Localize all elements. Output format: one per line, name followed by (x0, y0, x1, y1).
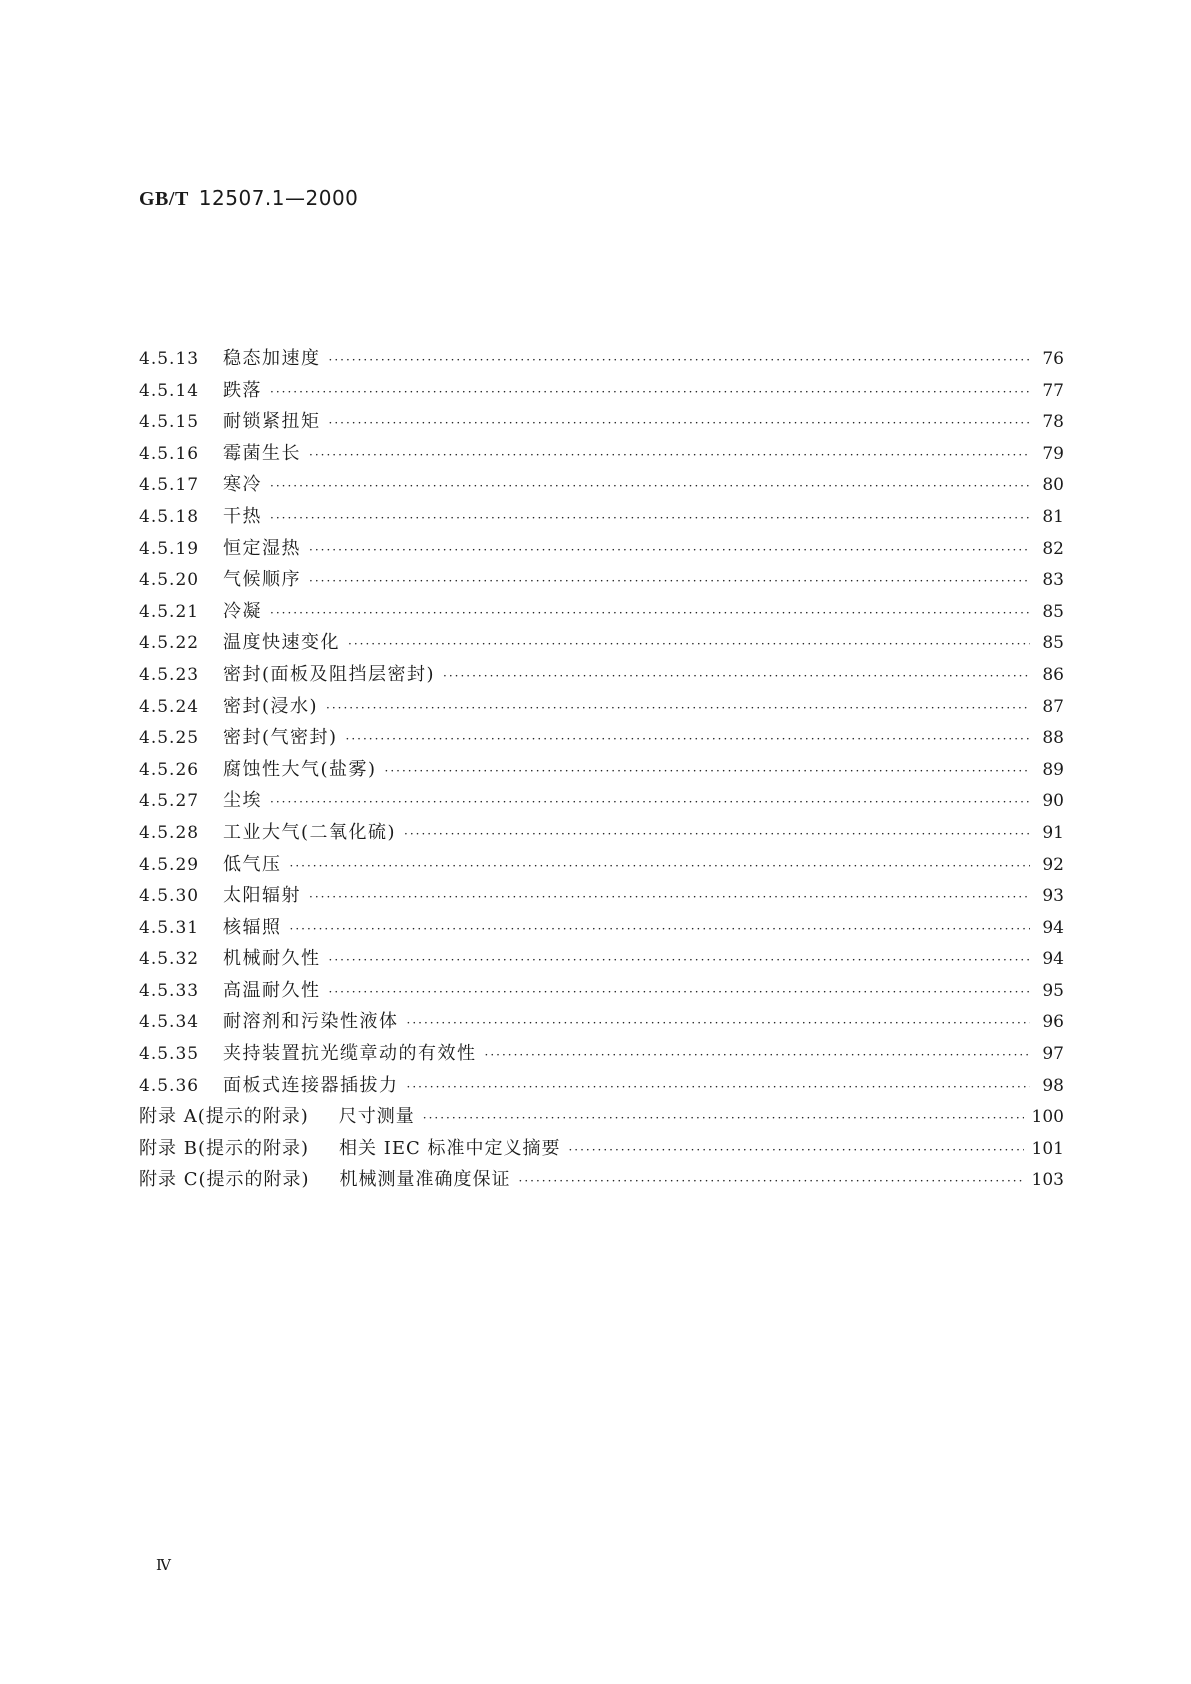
toc-entry-number: 4.5.19 (139, 538, 200, 559)
toc-entry-title: 密封(浸水) (223, 695, 319, 717)
toc-entry[interactable] (139, 692, 1064, 724)
appendix-page: 100 (1031, 1107, 1064, 1128)
dot-leader (309, 543, 1030, 557)
toc-entry[interactable] (139, 534, 1064, 566)
toc-entry-title: 低气压 (223, 853, 282, 875)
document-header (139, 186, 358, 211)
toc-entry[interactable] (139, 628, 1064, 660)
toc-entry-page: 85 (1042, 633, 1064, 654)
toc-entry-title: 腐蚀性大气(盐雾) (223, 758, 377, 780)
toc-entry[interactable] (139, 565, 1064, 597)
toc-entry[interactable] (139, 786, 1064, 818)
dot-leader (519, 1174, 1024, 1188)
appendix-entry[interactable] (139, 1102, 1064, 1134)
dot-leader (326, 701, 1030, 715)
toc-entry-title: 冷凝 (223, 600, 262, 622)
toc-entry-title: 面板式连接器插拔力 (223, 1074, 399, 1096)
appendix-page: 101 (1031, 1138, 1064, 1159)
table-of-contents (139, 344, 1064, 1197)
toc-entry-title: 耐锁紧扭矩 (223, 411, 321, 433)
toc-entry-page: 98 (1042, 1075, 1064, 1096)
dot-leader (385, 764, 1030, 778)
toc-entry-number: 4.5.27 (139, 791, 200, 812)
toc-entry[interactable] (139, 850, 1064, 882)
toc-entry-number: 4.5.18 (139, 506, 200, 527)
toc-entry-page: 81 (1042, 506, 1064, 527)
dot-leader (407, 1016, 1031, 1030)
appendix-title: 尺寸测量 (338, 1106, 415, 1128)
toc-entry-title: 寒冷 (223, 474, 262, 496)
toc-entry-title: 工业大气(二氧化硫) (223, 821, 397, 843)
dot-leader (270, 385, 1030, 399)
standard-code: GB/T (139, 188, 189, 210)
toc-entry-number: 4.5.20 (139, 570, 200, 591)
toc-entry-page: 90 (1042, 791, 1064, 812)
toc-entry-number: 4.5.24 (139, 696, 200, 717)
toc-entry-title: 气候顺序 (223, 569, 301, 591)
toc-entry-number: 4.5.32 (139, 949, 200, 970)
toc-entry[interactable] (139, 407, 1064, 439)
toc-entry-title: 耐溶剂和污染性液体 (223, 1011, 399, 1033)
toc-entry-number: 4.5.30 (139, 886, 200, 907)
dot-leader (329, 416, 1031, 430)
toc-entry-page: 91 (1042, 822, 1064, 843)
toc-entry-number: 4.5.34 (139, 1012, 200, 1033)
toc-entry-page: 85 (1042, 601, 1064, 622)
toc-entry-number: 4.5.31 (139, 917, 200, 938)
toc-entry[interactable] (139, 723, 1064, 755)
toc-entry-title: 太阳辐射 (223, 885, 301, 907)
toc-entry-number: 4.5.15 (139, 412, 200, 433)
toc-entry-page: 95 (1042, 980, 1064, 1001)
toc-entry-page: 97 (1042, 1044, 1064, 1065)
toc-entry-title: 干热 (223, 505, 262, 527)
toc-entry-page: 88 (1042, 728, 1064, 749)
toc-entry[interactable] (139, 597, 1064, 629)
toc-entry-page: 83 (1042, 570, 1064, 591)
toc-entry-title: 跌落 (223, 379, 262, 401)
toc-entry-page: 93 (1042, 886, 1064, 907)
toc-entry[interactable] (139, 1007, 1064, 1039)
appendix-label: 附录 A(提示的附录) (139, 1106, 309, 1128)
toc-entry-title: 密封(面板及阻挡层密封) (223, 663, 436, 685)
toc-entry-title: 核辐照 (223, 916, 282, 938)
toc-entry-page: 76 (1042, 349, 1064, 369)
toc-entry-title: 恒定湿热 (223, 537, 301, 559)
toc-entry-page: 92 (1042, 854, 1064, 875)
toc-entry[interactable] (139, 470, 1064, 502)
dot-leader (346, 732, 1030, 746)
appendix-entry[interactable] (139, 1165, 1064, 1197)
toc-entry-number: 4.5.21 (139, 601, 200, 622)
dot-leader (329, 985, 1031, 999)
dot-leader (270, 479, 1030, 493)
toc-entry-title: 高温耐久性 (223, 979, 321, 1001)
toc-entry[interactable] (139, 1071, 1064, 1103)
toc-entry-number: 4.5.14 (139, 380, 200, 401)
dot-leader (309, 448, 1030, 462)
dot-leader (485, 1048, 1031, 1062)
toc-entry[interactable] (139, 944, 1064, 976)
toc-entry-number: 4.5.13 (139, 349, 200, 369)
toc-entry-number: 4.5.35 (139, 1044, 200, 1065)
toc-entry-number: 4.5.26 (139, 759, 200, 780)
toc-entry-title: 温度快速变化 (223, 632, 340, 654)
toc-entry[interactable] (139, 439, 1064, 471)
toc-entry[interactable] (139, 1039, 1064, 1071)
toc-entry-title: 机械耐久性 (223, 948, 321, 970)
toc-entry-number: 4.5.17 (139, 475, 200, 496)
toc-entry[interactable] (139, 376, 1064, 408)
dot-leader (290, 922, 1031, 936)
dot-leader (348, 637, 1030, 651)
appendix-label: 附录 C(提示的附录) (139, 1169, 310, 1191)
toc-entry[interactable] (139, 818, 1064, 850)
toc-entry-number: 4.5.29 (139, 854, 200, 875)
page-number: Ⅳ (156, 1558, 171, 1574)
appendix-label: 附录 B(提示的附录) (139, 1137, 309, 1159)
toc-entry-title: 霉菌生长 (223, 442, 301, 464)
toc-entry-number: 4.5.16 (139, 443, 200, 464)
toc-entry-number: 4.5.23 (139, 664, 200, 685)
toc-entry-page: 77 (1042, 380, 1064, 401)
standard-number: 12507.1—2000 (198, 186, 359, 210)
toc-entry-page: 87 (1042, 696, 1064, 717)
toc-entry[interactable] (139, 976, 1064, 1008)
toc-entry-page: 89 (1042, 759, 1064, 780)
dot-leader (568, 1143, 1023, 1157)
appendix-page: 103 (1031, 1170, 1064, 1191)
appendix-title: 机械测量准确度保证 (339, 1169, 511, 1191)
toc-entry-title: 密封(气密封) (223, 727, 338, 749)
toc-entry[interactable] (139, 344, 1064, 376)
toc-entry[interactable] (139, 913, 1064, 945)
dot-leader (309, 574, 1030, 588)
appendix-title: 相关 IEC 标准中定义摘要 (339, 1137, 561, 1159)
toc-entry-title: 稳态加速度 (223, 348, 321, 369)
toc-entry-page: 79 (1042, 443, 1064, 464)
toc-entry-page: 82 (1042, 538, 1064, 559)
toc-entry[interactable] (139, 502, 1064, 534)
dot-leader (270, 795, 1030, 809)
dot-leader (309, 890, 1030, 904)
toc-entry-number: 4.5.36 (139, 1075, 200, 1096)
toc-entry-number: 4.5.33 (139, 980, 200, 1001)
dot-leader (329, 953, 1031, 967)
toc-entry[interactable] (139, 755, 1064, 787)
dot-leader (290, 859, 1031, 873)
toc-entry-page: 94 (1042, 949, 1064, 970)
toc-entry-page: 96 (1042, 1012, 1064, 1033)
toc-entry-page: 78 (1042, 412, 1064, 433)
dot-leader (423, 1111, 1024, 1125)
toc-entry-number: 4.5.22 (139, 633, 200, 654)
dot-leader (329, 353, 1031, 367)
toc-entry[interactable] (139, 660, 1064, 692)
toc-entry-page: 86 (1042, 664, 1064, 685)
toc-entry-number: 4.5.25 (139, 728, 200, 749)
toc-entry-title: 夹持装置抗光缆章动的有效性 (223, 1043, 477, 1065)
toc-entry-page: 94 (1042, 917, 1064, 938)
appendix-entry[interactable] (139, 1134, 1064, 1166)
toc-entry[interactable] (139, 881, 1064, 913)
toc-entry-number: 4.5.28 (139, 822, 200, 843)
dot-leader (270, 606, 1030, 620)
dot-leader (270, 511, 1030, 525)
dot-leader (404, 827, 1030, 841)
toc-entry-page: 80 (1042, 475, 1064, 496)
dot-leader (443, 669, 1030, 683)
toc-entry-title: 尘埃 (223, 790, 262, 812)
dot-leader (407, 1080, 1031, 1094)
